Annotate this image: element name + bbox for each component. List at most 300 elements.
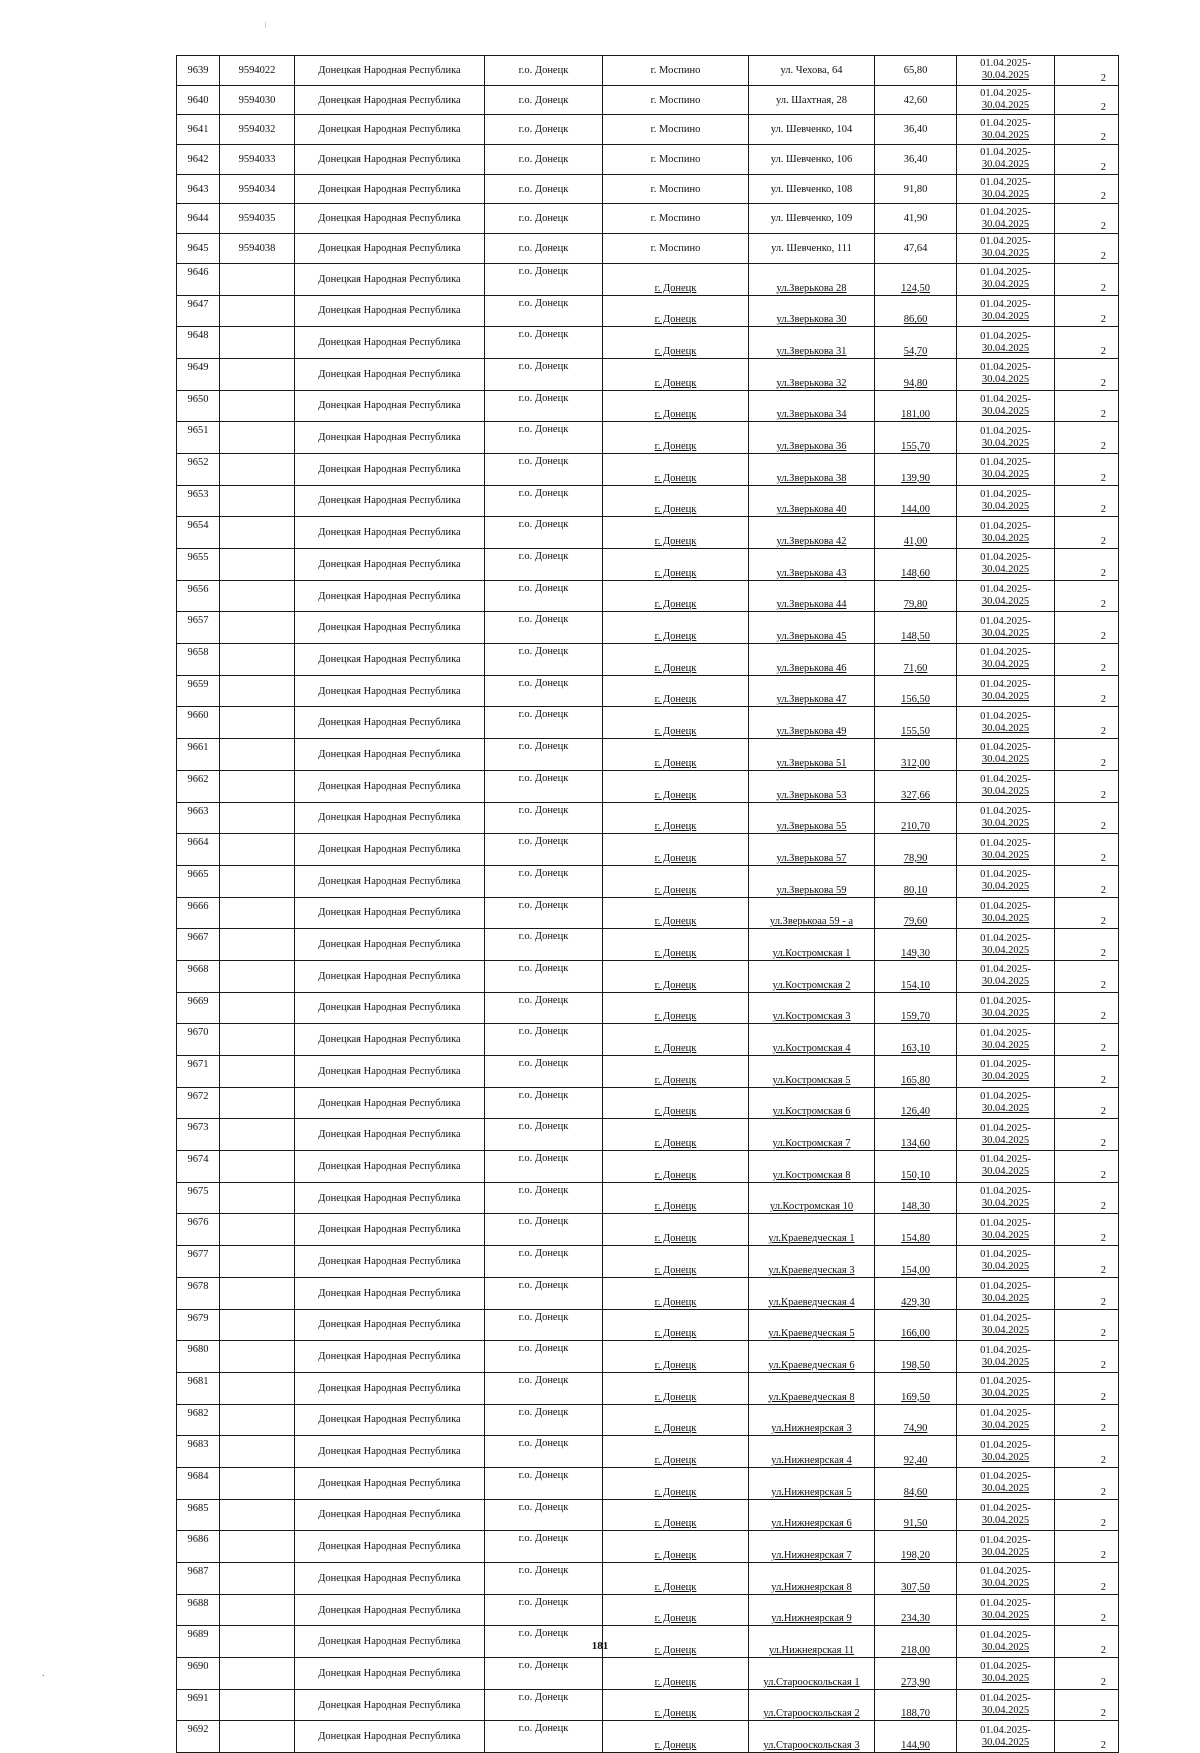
row-number-cell: 9664: [177, 834, 220, 866]
row-number-cell: 9675: [177, 1182, 220, 1214]
period-cell: [957, 174, 1055, 204]
row-number-cell: 9640: [177, 85, 220, 115]
district-cell: г.о. Донецк: [485, 1119, 603, 1151]
area-cell: 36,40: [875, 145, 957, 175]
period-cell: [957, 204, 1055, 234]
area-cell: 210,70: [875, 802, 957, 834]
period-end: 30.04.2025: [981, 976, 1030, 988]
period-cell: [957, 1024, 1055, 1056]
area-cell: 218,00: [875, 1626, 957, 1658]
category-cell: 2: [1055, 1024, 1119, 1056]
category-cell: 2: [1055, 263, 1119, 295]
region-cell: Донецкая Народная Республика: [295, 1246, 485, 1278]
period-start: 01.04.2025-: [980, 552, 1031, 564]
region-cell: Донецкая Народная Республика: [295, 422, 485, 454]
area-cell: 92,40: [875, 1436, 957, 1468]
address-cell: ул.Зверькова 32: [749, 358, 875, 390]
period-cell: [957, 1531, 1055, 1563]
city-cell: г. Донецк: [603, 644, 749, 676]
address-cell: ул. Шевченко, 106: [749, 145, 875, 175]
district-cell: г.о. Донецк: [485, 174, 603, 204]
period-end: 30.04.2025: [981, 1229, 1030, 1241]
period-end: 30.04.2025: [981, 627, 1030, 639]
row-number-cell: 9669: [177, 992, 220, 1024]
period-start: 01.04.2025-: [980, 58, 1031, 70]
city-cell: г. Донецк: [603, 263, 749, 295]
row-number-cell: 9683: [177, 1436, 220, 1468]
period-cell: [957, 390, 1055, 422]
region-cell: Донецкая Народная Республика: [295, 1721, 485, 1753]
region-cell: Донецкая Народная Республика: [295, 1436, 485, 1468]
row-number-cell: 9644: [177, 204, 220, 234]
address-cell: ул.Костромская 7: [749, 1119, 875, 1151]
area-cell: 307,50: [875, 1563, 957, 1595]
region-cell: Донецкая Народная Республика: [295, 390, 485, 422]
city-cell: г. Моспино: [603, 145, 749, 175]
city-cell: г. Донецк: [603, 739, 749, 771]
row-number-cell: 9653: [177, 485, 220, 517]
table-row: [177, 1499, 1119, 1531]
district-cell: г.о. Донецк: [485, 1531, 603, 1563]
cadastral-code-cell: [220, 295, 295, 327]
category-cell: 2: [1055, 358, 1119, 390]
area-cell: 198,20: [875, 1531, 957, 1563]
table-row: [177, 675, 1119, 707]
row-number-cell: 9645: [177, 234, 220, 264]
category-cell: 2: [1055, 1721, 1119, 1753]
period-cell: [957, 1467, 1055, 1499]
period-end: 30.04.2025: [981, 1134, 1030, 1146]
district-cell: г.о. Донецк: [485, 517, 603, 549]
row-number-cell: 9692: [177, 1721, 220, 1753]
district-cell: г.о. Донецк: [485, 204, 603, 234]
district-cell: г.о. Донецк: [485, 1658, 603, 1690]
period-end: 30.04.2025: [981, 1388, 1030, 1400]
area-cell: 154,10: [875, 960, 957, 992]
district-cell: г.о. Донецк: [485, 929, 603, 961]
row-number-cell: 9659: [177, 675, 220, 707]
address-cell: ул.Костромская 2: [749, 960, 875, 992]
city-cell: г. Донецк: [603, 992, 749, 1024]
district-cell: г.о. Донецк: [485, 1594, 603, 1626]
address-cell: ул.Нижнеярская 11: [749, 1626, 875, 1658]
period-start: 01.04.2025-: [980, 837, 1031, 849]
city-cell: г. Донецк: [603, 1626, 749, 1658]
category-cell: 2: [1055, 1309, 1119, 1341]
row-number-cell: 9684: [177, 1467, 220, 1499]
period-end: 30.04.2025: [981, 1071, 1030, 1083]
address-cell: ул.Нижнеярская 7: [749, 1531, 875, 1563]
category-cell: 2: [1055, 644, 1119, 676]
region-cell: Донецкая Народная Республика: [295, 327, 485, 359]
category-cell: 2: [1055, 422, 1119, 454]
address-cell: ул.Костромская 3: [749, 992, 875, 1024]
row-number-cell: 9688: [177, 1594, 220, 1626]
district-cell: г.о. Донецк: [485, 1626, 603, 1658]
period-start: 01.04.2025-: [980, 1598, 1031, 1610]
cadastral-code-cell: [220, 802, 295, 834]
address-cell: ул.Костромская 6: [749, 1087, 875, 1119]
district-cell: г.о. Донецк: [485, 327, 603, 359]
cadastral-code-cell: 9594033: [220, 145, 295, 175]
cadastral-code-cell: [220, 1277, 295, 1309]
address-cell: ул.Краеведческая 8: [749, 1372, 875, 1404]
period-start: 01.04.2025-: [980, 1217, 1031, 1229]
category-cell: 2: [1055, 802, 1119, 834]
address-cell: ул.Костромская 5: [749, 1056, 875, 1088]
table-row: [177, 612, 1119, 644]
address-cell: ул. Шевченко, 108: [749, 174, 875, 204]
table-row: [177, 1689, 1119, 1721]
period-end: 30.04.2025: [981, 532, 1030, 544]
table-row: [177, 1309, 1119, 1341]
table-row: [177, 390, 1119, 422]
category-cell: 2: [1055, 485, 1119, 517]
city-cell: г. Донецк: [603, 1151, 749, 1183]
period-start: 01.04.2025-: [980, 1629, 1031, 1641]
category-cell: 2: [1055, 580, 1119, 612]
cadastral-code-cell: 9594038: [220, 234, 295, 264]
category-cell: 2: [1055, 145, 1119, 175]
city-cell: г. Донецк: [603, 897, 749, 929]
area-cell: 312,00: [875, 739, 957, 771]
area-cell: 126,40: [875, 1087, 957, 1119]
period-start: 01.04.2025-: [980, 1566, 1031, 1578]
category-cell: 2: [1055, 1689, 1119, 1721]
city-cell: г. Донецк: [603, 1594, 749, 1626]
period-cell: [957, 1087, 1055, 1119]
table-row: [177, 1056, 1119, 1088]
cadastral-code-cell: [220, 770, 295, 802]
address-cell: ул.Краеведческая 3: [749, 1246, 875, 1278]
period-cell: [957, 1056, 1055, 1088]
table-row: [177, 485, 1119, 517]
period-start: 01.04.2025-: [980, 1249, 1031, 1261]
city-cell: г. Донецк: [603, 1689, 749, 1721]
period-start: 01.04.2025-: [980, 995, 1031, 1007]
table-row: [177, 992, 1119, 1024]
period-start: 01.04.2025-: [980, 362, 1031, 374]
district-cell: г.о. Донецк: [485, 358, 603, 390]
area-cell: 148,50: [875, 612, 957, 644]
period-end: 30.04.2025: [981, 881, 1030, 893]
cadastral-code-cell: [220, 390, 295, 422]
corner-mark: .: [42, 1668, 45, 1679]
area-cell: 148,60: [875, 549, 957, 581]
city-cell: г. Донецк: [603, 1658, 749, 1690]
table-row: [177, 1372, 1119, 1404]
city-cell: г. Донецк: [603, 960, 749, 992]
cadastral-code-cell: [220, 1119, 295, 1151]
address-cell: ул.Костромская 1: [749, 929, 875, 961]
address-cell: ул.Костромская 4: [749, 1024, 875, 1056]
row-number-cell: 9647: [177, 295, 220, 327]
city-cell: г. Донецк: [603, 1467, 749, 1499]
period-cell: [957, 115, 1055, 145]
cadastral-code-cell: [220, 1024, 295, 1056]
row-number-cell: 9690: [177, 1658, 220, 1690]
period-start: 01.04.2025-: [980, 1027, 1031, 1039]
category-cell: 2: [1055, 1214, 1119, 1246]
city-cell: г. Донецк: [603, 1563, 749, 1595]
region-cell: Донецкая Народная Республика: [295, 992, 485, 1024]
period-end: 30.04.2025: [981, 1483, 1030, 1495]
city-cell: г. Донецк: [603, 865, 749, 897]
period-start: 01.04.2025-: [980, 1281, 1031, 1293]
cadastral-code-cell: [220, 1372, 295, 1404]
row-number-cell: 9655: [177, 549, 220, 581]
city-cell: г. Донецк: [603, 453, 749, 485]
category-cell: 2: [1055, 327, 1119, 359]
period-end: 30.04.2025: [981, 912, 1030, 924]
region-cell: Донецкая Народная Республика: [295, 234, 485, 264]
row-number-cell: 9671: [177, 1056, 220, 1088]
table-row: [177, 234, 1119, 264]
address-cell: ул.Нижнеярская 3: [749, 1404, 875, 1436]
row-number-cell: 9650: [177, 390, 220, 422]
table-row: [177, 834, 1119, 866]
period-end: 30.04.2025: [981, 1641, 1030, 1653]
period-cell: [957, 517, 1055, 549]
period-cell: [957, 485, 1055, 517]
cadastral-code-cell: 9594030: [220, 85, 295, 115]
area-cell: 156,50: [875, 675, 957, 707]
cadastral-code-cell: [220, 865, 295, 897]
city-cell: г. Донецк: [603, 1024, 749, 1056]
category-cell: 2: [1055, 1119, 1119, 1151]
area-cell: 79,60: [875, 897, 957, 929]
area-cell: 198,50: [875, 1341, 957, 1373]
category-cell: 2: [1055, 234, 1119, 264]
period-cell: [957, 85, 1055, 115]
region-cell: Донецкая Народная Республика: [295, 549, 485, 581]
period-end: 30.04.2025: [981, 374, 1030, 386]
period-cell: [957, 145, 1055, 175]
category-cell: 2: [1055, 1341, 1119, 1373]
region-cell: Донецкая Народная Республика: [295, 1119, 485, 1151]
table-row: [177, 1277, 1119, 1309]
category-cell: 2: [1055, 1087, 1119, 1119]
category-cell: 2: [1055, 1182, 1119, 1214]
address-cell: ул.Зверькова 46: [749, 644, 875, 676]
address-cell: ул.Зверькова 47: [749, 675, 875, 707]
category-cell: 2: [1055, 675, 1119, 707]
cadastral-code-cell: [220, 1721, 295, 1753]
table-row: [177, 1563, 1119, 1595]
area-cell: 155,70: [875, 422, 957, 454]
period-cell: [957, 327, 1055, 359]
district-cell: г.о. Донецк: [485, 234, 603, 264]
city-cell: г. Донецк: [603, 422, 749, 454]
address-cell: ул.Зверькова 49: [749, 707, 875, 739]
address-cell: ул. Шевченко, 104: [749, 115, 875, 145]
table-row: [177, 1531, 1119, 1563]
period-start: 01.04.2025-: [980, 1312, 1031, 1324]
region-cell: Донецкая Народная Республика: [295, 802, 485, 834]
district-cell: г.о. Донецк: [485, 56, 603, 86]
category-cell: 2: [1055, 1467, 1119, 1499]
category-cell: 2: [1055, 390, 1119, 422]
category-cell: 2: [1055, 174, 1119, 204]
cadastral-code-cell: [220, 834, 295, 866]
category-cell: 2: [1055, 1594, 1119, 1626]
period-cell: [957, 960, 1055, 992]
cadastral-code-cell: [220, 1658, 295, 1690]
city-cell: г. Донецк: [603, 1404, 749, 1436]
area-cell: 78,90: [875, 834, 957, 866]
area-cell: 54,70: [875, 327, 957, 359]
period-start: 01.04.2025-: [980, 236, 1031, 248]
address-cell: ул.Нижнеярская 5: [749, 1467, 875, 1499]
row-number-cell: 9673: [177, 1119, 220, 1151]
category-cell: 2: [1055, 1658, 1119, 1690]
period-cell: [957, 1119, 1055, 1151]
address-cell: ул. Шевченко, 111: [749, 234, 875, 264]
period-start: 01.04.2025-: [980, 1186, 1031, 1198]
district-cell: г.о. Донецк: [485, 1341, 603, 1373]
period-end: 30.04.2025: [981, 1514, 1030, 1526]
district-cell: г.о. Донецк: [485, 1056, 603, 1088]
period-end: 30.04.2025: [981, 218, 1030, 230]
table-row: [177, 739, 1119, 771]
city-cell: г. Донецк: [603, 707, 749, 739]
row-number-cell: 9661: [177, 739, 220, 771]
city-cell: г. Моспино: [603, 56, 749, 86]
table-row: [177, 802, 1119, 834]
region-cell: Донецкая Народная Республика: [295, 1531, 485, 1563]
address-cell: ул.Старооскольская 3: [749, 1721, 875, 1753]
row-number-cell: 9685: [177, 1499, 220, 1531]
period-start: 01.04.2025-: [980, 679, 1031, 691]
city-cell: г. Донецк: [603, 549, 749, 581]
table-row: [177, 1467, 1119, 1499]
period-cell: [957, 1404, 1055, 1436]
area-cell: 148,30: [875, 1182, 957, 1214]
period-start: 01.04.2025-: [980, 267, 1031, 279]
category-cell: 2: [1055, 1151, 1119, 1183]
period-end: 30.04.2025: [981, 1673, 1030, 1685]
row-number-cell: 9679: [177, 1309, 220, 1341]
period-cell: [957, 580, 1055, 612]
address-cell: ул.Краеведческая 1: [749, 1214, 875, 1246]
row-number-cell: 9649: [177, 358, 220, 390]
address-cell: ул.Старооскольская 2: [749, 1689, 875, 1721]
row-number-cell: 9676: [177, 1214, 220, 1246]
district-cell: г.о. Донецк: [485, 865, 603, 897]
region-cell: Донецкая Народная Республика: [295, 707, 485, 739]
scan-mark: [265, 22, 266, 28]
row-number-cell: 9663: [177, 802, 220, 834]
district-cell: г.о. Донецк: [485, 453, 603, 485]
region-cell: Донецкая Народная Республика: [295, 56, 485, 86]
category-cell: 2: [1055, 929, 1119, 961]
period-start: 01.04.2025-: [980, 88, 1031, 100]
city-cell: г. Донецк: [603, 295, 749, 327]
district-cell: г.о. Донецк: [485, 549, 603, 581]
table-row: [177, 517, 1119, 549]
cadastral-code-cell: [220, 960, 295, 992]
table-row: [177, 1658, 1119, 1690]
region-cell: Донецкая Народная Республика: [295, 85, 485, 115]
city-cell: г. Моспино: [603, 115, 749, 145]
district-cell: г.о. Донецк: [485, 1277, 603, 1309]
city-cell: г. Донецк: [603, 580, 749, 612]
table-row: [177, 1182, 1119, 1214]
period-start: 01.04.2025-: [980, 425, 1031, 437]
period-end: 30.04.2025: [981, 1736, 1030, 1748]
city-cell: г. Донецк: [603, 1182, 749, 1214]
address-cell: ул.Краеведческая 5: [749, 1309, 875, 1341]
city-cell: г. Донецк: [603, 1721, 749, 1753]
cadastral-code-cell: [220, 1056, 295, 1088]
period-end: 30.04.2025: [981, 564, 1030, 576]
address-cell: ул.Зверькова 51: [749, 739, 875, 771]
area-cell: 149,30: [875, 929, 957, 961]
table-row: [177, 263, 1119, 295]
area-cell: 124,50: [875, 263, 957, 295]
city-cell: г. Донецк: [603, 358, 749, 390]
period-end: 30.04.2025: [981, 279, 1030, 291]
area-cell: 181,00: [875, 390, 957, 422]
period-cell: [957, 1151, 1055, 1183]
district-cell: г.о. Донецк: [485, 897, 603, 929]
period-end: 30.04.2025: [981, 1705, 1030, 1717]
period-start: 01.04.2025-: [980, 742, 1031, 754]
row-number-cell: 9686: [177, 1531, 220, 1563]
region-cell: Донецкая Народная Республика: [295, 145, 485, 175]
period-cell: [957, 770, 1055, 802]
address-cell: ул.Нижнеярская 6: [749, 1499, 875, 1531]
region-cell: Донецкая Народная Республика: [295, 204, 485, 234]
period-end: 30.04.2025: [981, 405, 1030, 417]
category-cell: 2: [1055, 1056, 1119, 1088]
city-cell: г. Моспино: [603, 85, 749, 115]
city-cell: г. Донецк: [603, 1531, 749, 1563]
cadastral-code-cell: 9594035: [220, 204, 295, 234]
district-cell: г.о. Донецк: [485, 145, 603, 175]
district-cell: г.о. Донецк: [485, 485, 603, 517]
category-cell: 2: [1055, 1499, 1119, 1531]
region-cell: Донецкая Народная Республика: [295, 1594, 485, 1626]
district-cell: г.о. Донецк: [485, 1087, 603, 1119]
table-row: [177, 644, 1119, 676]
district-cell: г.о. Донецк: [485, 802, 603, 834]
district-cell: г.о. Донецк: [485, 115, 603, 145]
row-number-cell: 9641: [177, 115, 220, 145]
period-end: 30.04.2025: [981, 1578, 1030, 1590]
category-cell: 2: [1055, 295, 1119, 327]
period-cell: [957, 992, 1055, 1024]
period-end: 30.04.2025: [981, 944, 1030, 956]
period-end: 30.04.2025: [981, 1198, 1030, 1210]
area-cell: 84,60: [875, 1467, 957, 1499]
area-cell: 86,60: [875, 295, 957, 327]
city-cell: г. Донецк: [603, 1119, 749, 1151]
city-cell: г. Донецк: [603, 1309, 749, 1341]
period-cell: [957, 358, 1055, 390]
district-cell: г.о. Донецк: [485, 580, 603, 612]
cadastral-code-cell: [220, 929, 295, 961]
cadastral-code-cell: [220, 1151, 295, 1183]
city-cell: г. Донецк: [603, 485, 749, 517]
area-cell: 80,10: [875, 865, 957, 897]
period-start: 01.04.2025-: [980, 1091, 1031, 1103]
district-cell: г.о. Донецк: [485, 739, 603, 771]
table-row: [177, 56, 1119, 86]
region-cell: Донецкая Народная Республика: [295, 1277, 485, 1309]
row-number-cell: 9646: [177, 263, 220, 295]
district-cell: г.о. Донецк: [485, 85, 603, 115]
